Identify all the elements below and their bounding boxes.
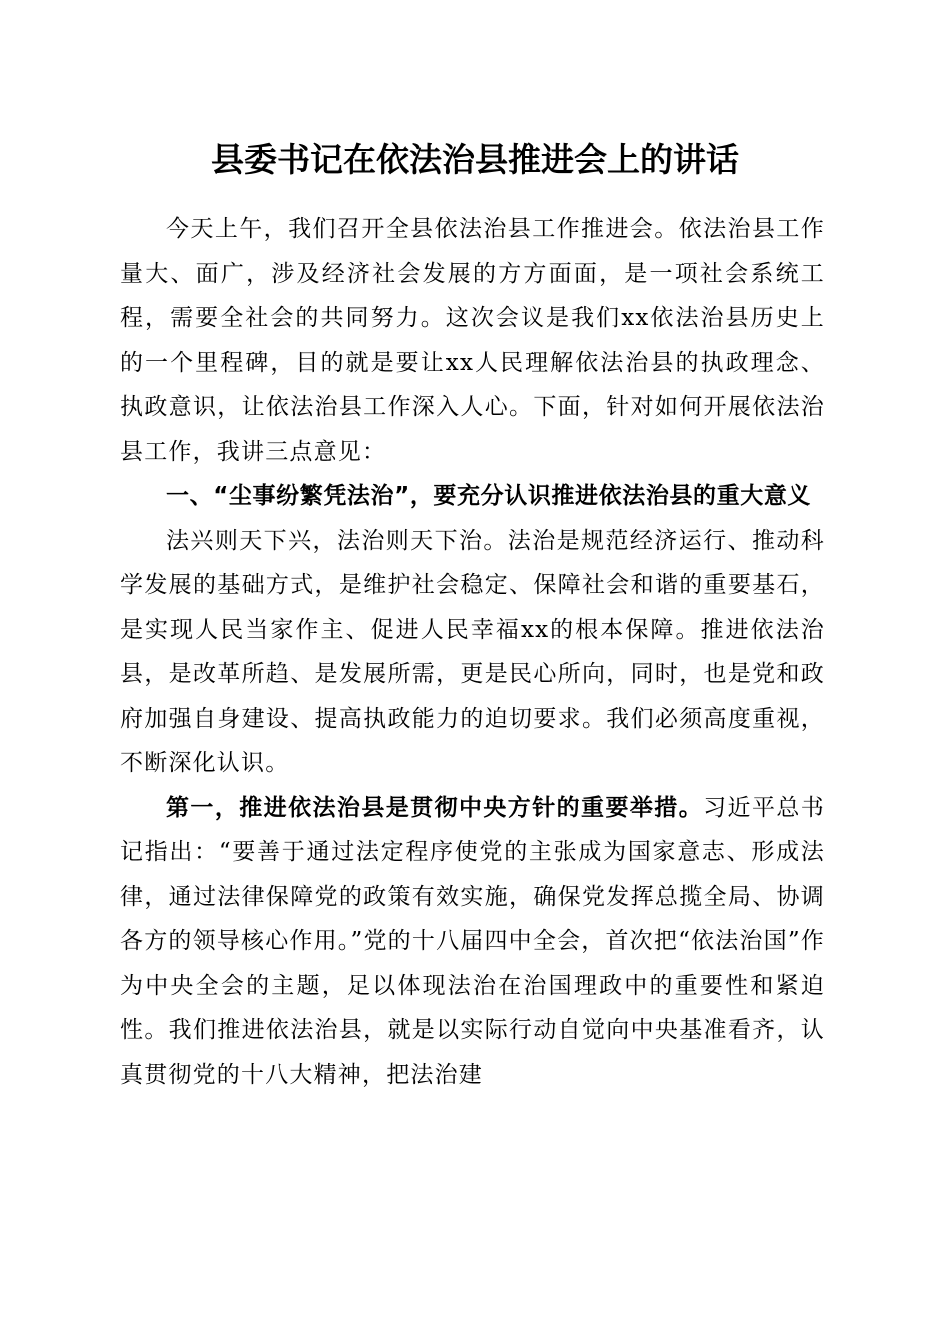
point-1-text: 习近平总书记指出：“要善于通过法定程序使党的主张成为国家意志、形成法律，通过法律保障党的政策有效实施，确保党发挥总揽全局、协调各方的领导核心作用。”党的十八届四中全会，首次把“依法治国”作为中央全会的主题，足以体现法治在治国理政中的重要性和紧迫性。我们推进依法治县，就是以实际行动自觉向中央基准看齐，认真贯彻党的十八大精神，把法治建	[120, 794, 826, 1088]
document-title: 县委书记在依法治县推进会上的讲话	[211, 140, 739, 179]
point-1-paragraph	[120, 786, 825, 1098]
section-1-paragraph: 法兴则天下兴，法治则天下治。法治是规范经济运行、推动科学发展的基础方式，是维护社会稳定、保障社会和谐的重要基石，是实现人民当家作主、促进人民幸福xx的根本保障。推进依法治县，是改革所趋、是发展所需，更是民心所向，同时，也是党和政府加强自身建设、提高执政能力的迫切要求。我们必须高度重视，不断深化认识。	[120, 527, 825, 776]
section-1-heading: 一、“尘事纷繁凭法治”，要充分认识推进依法治县的重大意义	[166, 483, 812, 509]
point-1-lead: 第一，推进依法治县是贯彻中央方针的重要举措。	[166, 793, 704, 821]
intro-paragraph: 今天上午，我们召开全县依法治县工作推进会。依法治县工作量大、面广，涉及经济社会发展的方方面面，是一项社会系统工程，需要全社会的共同努力。这次会议是我们xx依法治县历史上的一个里程碑，目的就是要让xx人民理解依法治县的执政理念、执政意识，让依法治县工作深入人心。下面，针对如何开展依法治县工作，我讲三点意见：	[120, 216, 825, 465]
document-body	[120, 207, 825, 1097]
